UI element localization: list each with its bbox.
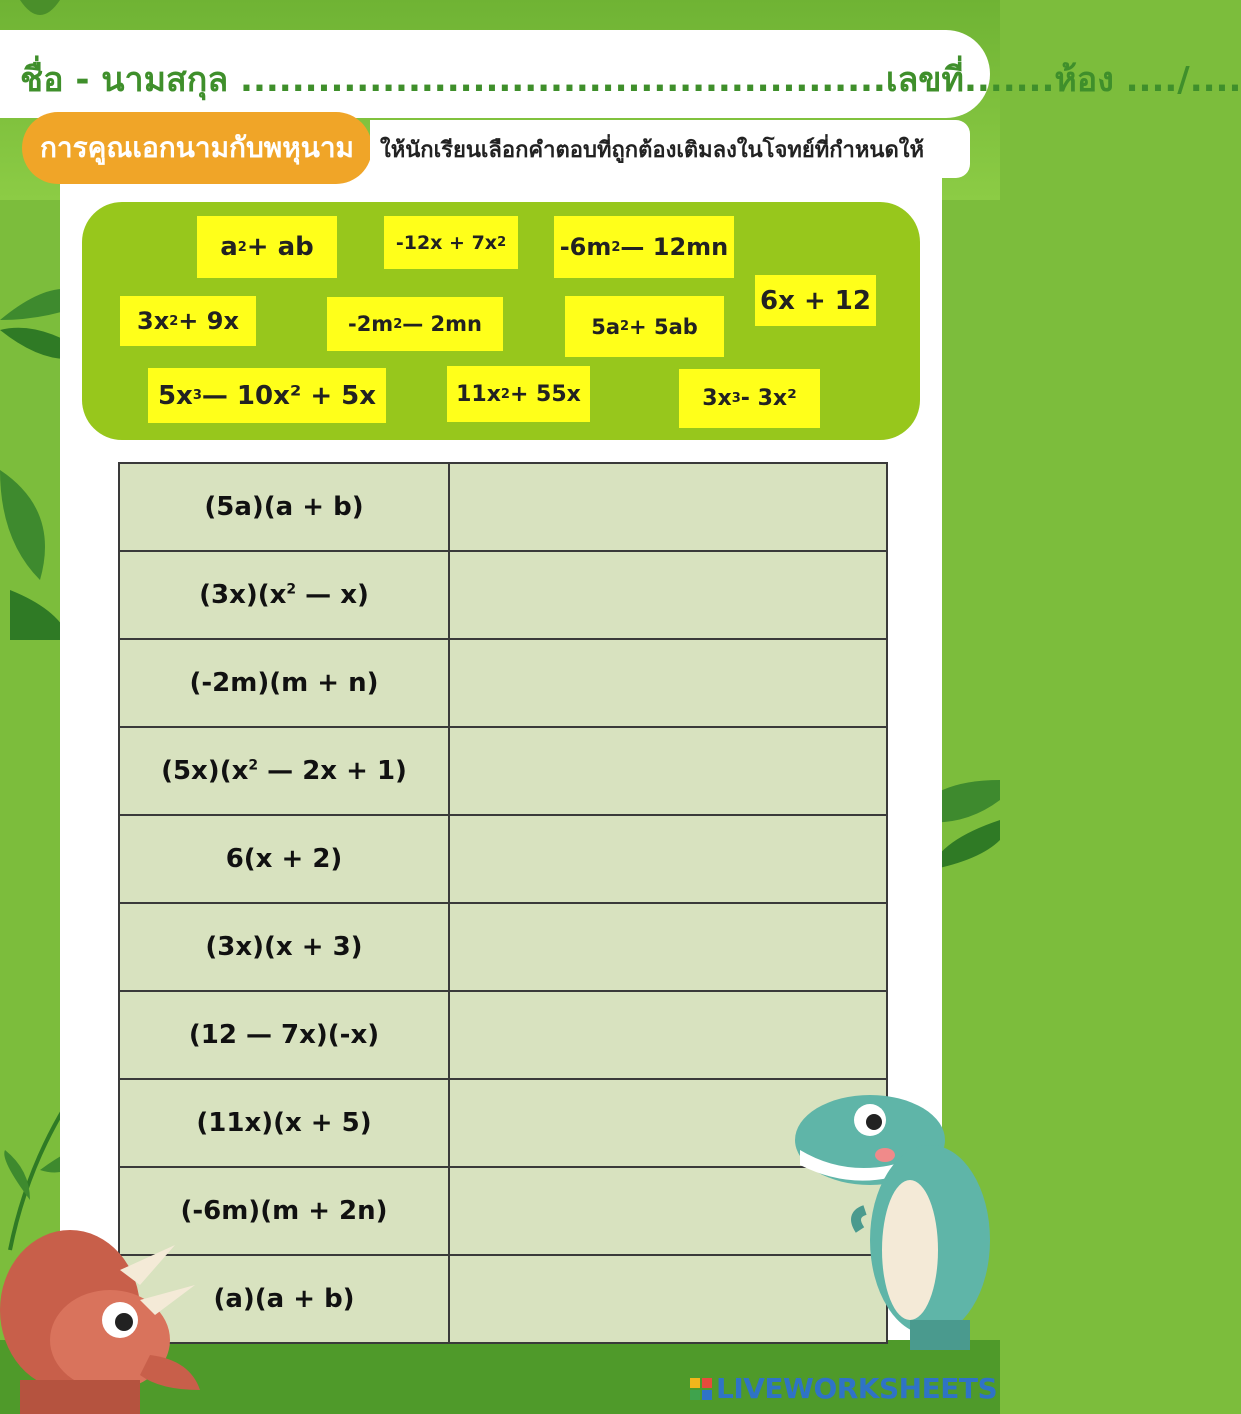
answer-drop-cell[interactable] — [449, 903, 887, 991]
answer-drop-cell[interactable] — [449, 639, 887, 727]
answer-drop-cell[interactable] — [449, 727, 887, 815]
answer-input[interactable] — [451, 640, 889, 726]
answer-input[interactable] — [451, 552, 889, 638]
table-row — [119, 1167, 887, 1255]
answer-drop-cell[interactable] — [449, 463, 887, 551]
answer-input[interactable] — [451, 904, 889, 990]
choice-chip[interactable]: a 2 + ab — [197, 216, 337, 278]
question-cell: (-2m)(m + n) — [119, 639, 449, 727]
instruction-text: ให้นักเรียนเลือกคำตอบที่ถูกต้องเติมลงในโจทย์ที่กำหนดให้ — [370, 120, 970, 178]
choice-chip[interactable]: -2m 2 — 2mn — [327, 297, 503, 351]
question-cell: (3x)(x + 3) — [119, 903, 449, 991]
answer-input[interactable] — [451, 992, 889, 1078]
choice-chip[interactable]: -6m 2 — 12mn — [554, 216, 734, 278]
answer-drop-cell[interactable] — [449, 815, 887, 903]
leaf-top-left-icon — [0, 0, 90, 30]
question-cell: (-6m)(m + 2n) — [119, 1167, 449, 1255]
worksheet-title: การคูณเอกนามกับพหุนาม — [22, 112, 372, 184]
liveworksheets-brand: LIVEWORKSHEETS — [716, 1372, 998, 1405]
answer-drop-cell[interactable] — [449, 991, 887, 1079]
trex-dinosaur-icon — [790, 1080, 1000, 1350]
question-cell: (a)(a + b) — [119, 1255, 449, 1343]
choice-chip[interactable]: 6x + 12 — [755, 275, 876, 326]
choice-chip[interactable]: 5a 2 + 5ab — [565, 296, 724, 357]
question-cell: (12 — 7x)(-x) — [119, 991, 449, 1079]
answer-input[interactable] — [451, 728, 889, 814]
choice-chip[interactable]: 11x 2 + 55x — [447, 366, 590, 422]
answer-input[interactable] — [451, 464, 889, 550]
student-name-line[interactable]: ชื่อ - นามสกุล ..................................................เลขที่.......ห้อง ..../.... — [20, 60, 1241, 100]
table-row — [119, 903, 887, 991]
question-cell: (11x)(x + 5) — [119, 1079, 449, 1167]
table-row — [119, 463, 887, 551]
table-row — [119, 1255, 887, 1343]
triceratops-dinosaur-icon — [0, 1190, 210, 1414]
choice-chip[interactable]: 3x 3 - 3x² — [679, 369, 820, 428]
table-row — [119, 551, 887, 639]
matching-table — [118, 462, 888, 1344]
answer-input[interactable] — [451, 816, 889, 902]
table-row — [119, 727, 887, 815]
table-row — [119, 639, 887, 727]
choice-chip[interactable]: 3x 2 + 9x — [120, 296, 256, 346]
choice-chip[interactable]: -12x + 7x 2 — [384, 216, 518, 269]
choice-chip[interactable]: 5x 3 — 10x² + 5x — [148, 368, 386, 423]
table-row — [119, 815, 887, 903]
question-cell: $(3x)(x^2$ — x) — [119, 551, 449, 639]
question-cell: 6(x + 2) — [119, 815, 449, 903]
answer-drop-cell[interactable] — [449, 551, 887, 639]
table-row — [119, 991, 887, 1079]
table-row — [119, 1079, 887, 1167]
liveworksheets-logo-icon — [690, 1378, 712, 1400]
question-cell: (5a)(a + b) — [119, 463, 449, 551]
question-cell: $(5x)(x^2$ — 2x + 1) — [119, 727, 449, 815]
